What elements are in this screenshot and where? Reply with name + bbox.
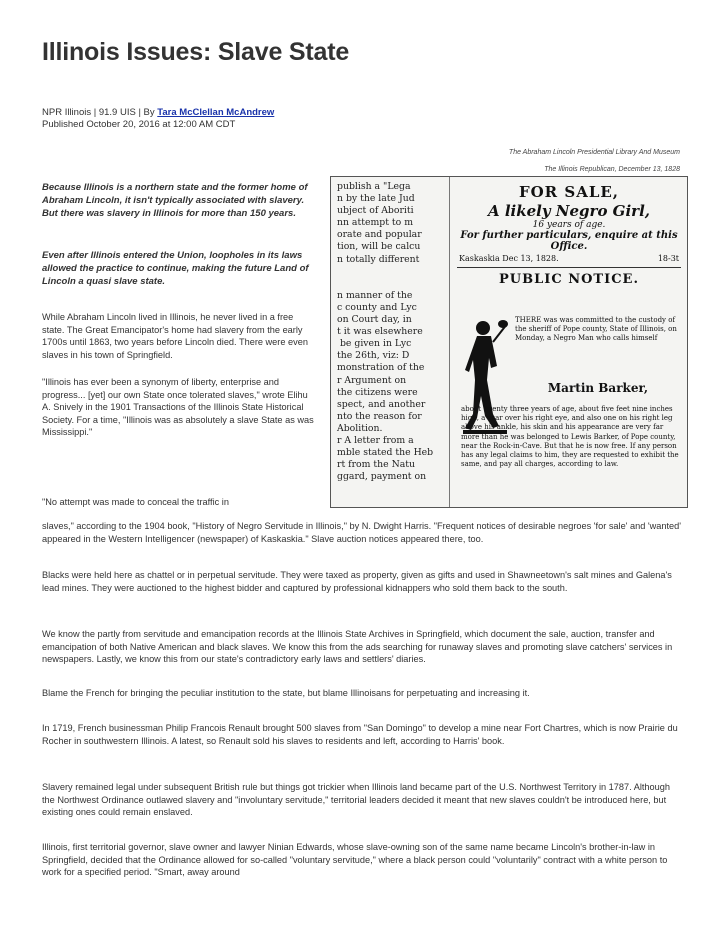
clipping-divider: [449, 177, 450, 507]
public-notice-heading: PUBLIC NOTICE.: [499, 272, 639, 287]
clipping-ads: [455, 183, 683, 469]
credit-caption: The Illinois Republican, December 13, 1828: [544, 166, 680, 173]
for-sale-heading: FOR SALE,: [518, 183, 620, 201]
credit-source: The Abraham Lincoln Presidential Library And Museum: [508, 149, 680, 156]
clipping-left-column: publish a "Lega n by the late Jud ubject of Aboriti nn attempt to m orate and popular tion, will be calcu n totally different n manner of the c county and Lyc on Court day, in t it was elsewhere be given in Lyc the 26th, viz: D monstration of the r Argument on the citizens were spect, and another nto the reason for Abolition. r A letter from a mble stated the Heb rt from the Natu ggard, payment on: [337, 181, 434, 483]
clipping-rule: [457, 267, 681, 268]
publish-date: Published October 20, 2016 at 12:00 AM CDT: [42, 119, 236, 130]
body-paragraph: Blacks were held here as chattel or in perpetual servitude. They were taxed as property, given as gifts and used in Shawneetown's salt mines and Galena's lead mines. They were auctioned to the highest bidder and captured by professional kidnappers who sold them back to the south.: [42, 570, 672, 593]
author-link[interactable]: Tara McClellan McAndrew: [157, 107, 275, 118]
sale-code: 18-3t: [657, 254, 679, 263]
sale-enquire: For further particulars, enquire at this Office.: [460, 230, 678, 252]
sale-age: 16 years of age.: [532, 220, 606, 230]
newspaper-clipping-image: [330, 176, 688, 508]
notice-description: about twenty three years of age, about five feet nine inches high, a scar over his right eye, and also one on his right leg above his ankle, his skin and his appearance are very far more than he was belonged to Lewis Barker, of Pope county, near the Rock-in-Cave. But that he is now free. If any person has any legal claims to him, they are requested to exhibit the same, and pay all charges, according to law.: [461, 405, 679, 469]
sale-dateline: [459, 254, 679, 263]
sale-item: A likely Negro Girl,: [487, 202, 651, 220]
body-paragraph: Blame the French for bringing the peculiar institution to the state, but blame Illinoisans for perpetuating and increasing it.: [42, 688, 530, 698]
lead-paragraph-1: Because Illinois is a northern state and the former home of Abraham Lincoln, it isn't typically associated with slavery. But there was slavery in Illinois for more than 150 years.: [42, 182, 308, 219]
byline: [42, 107, 274, 131]
body-paragraph: "No attempt was made to conceal the traffic in: [42, 497, 229, 507]
body-paragraph: Slavery remained legal under subsequent British rule but things got trickier when Illinois land became part of the U.S. Northwest Territory in 1787. Although the Northwest Ordinance outlawed slavery and "involuntary servitude," territorial leaders decided it meant that new slaves couldn't be introduced here, but existing ones could remain enslaved.: [42, 782, 670, 817]
body-paragraph: Illinois, first territorial governor, slave owner and lawyer Ninian Edwards, whose slave-owning son of the same name became Lincoln's brother-in-law in Springfield, decided that the Ordinance allowed for so-called "voluntary servitude," where a black person could "voluntarily" contract with a white person to work for a specified period. "Smart, away around: [42, 842, 668, 877]
image-credit: [509, 144, 680, 178]
notice-name: Martin Barker,: [547, 381, 649, 395]
notice-text: THERE was was committed to the custody of the sheriff of Pope county, State of Illinois, on Monday, a Negro Man who calls himself: [515, 316, 677, 343]
body-paragraph: slaves," according to the 1904 book, "History of Negro Servitude in Illinois," by N. Dwight Harris. "Frequent notices of desirable negroes 'for sale' and 'wanted' appeared in the Western Intelligencer (newspaper) of Kaskaskia." Slave auction notices appeared there, too.: [42, 521, 682, 544]
body-paragraph: In 1719, French businessman Philip Francois Renault brought 500 slaves from "San Domingo" to develop a mine near Fort Chartres, which is now Prairie du Rocher in southwestern Illinois. A latest, so Renault sold his slaves to residents and left, according to Harris' book.: [42, 723, 678, 746]
body-paragraph: We know the partly from servitude and emancipation records at the Illinois State Archives in Springfield, which document the sale, auction, transfer and emancipation of both Native American and black slaves. We know this from the ads searching for runaway slaves and promoting slave catchers' services in newspapers. Lastly, we know this from our state's contradictory early laws and settlers' diaries.: [42, 629, 673, 664]
article-title: Illinois Issues: Slave State: [42, 38, 350, 66]
body-paragraph: While Abraham Lincoln lived in Illinois, he never lived in a free state. The Great Emancipator's home had slavery from the early 1700s until 1863, two years before Lincoln died. There were even slaves in his town of Springfield.: [42, 312, 308, 360]
byline-source: NPR Illinois | 91.9 UIS | By: [42, 107, 158, 118]
sale-date: Kaskaskia Dec 13, 1828.: [459, 254, 559, 263]
body-paragraph: "Illinois has ever been a synonym of liberty, enterprise and progress... [yet] our own State once tolerated slaves," wrote Elihu A. Snively in the 1901 Transactions of the Illinois State Historical Society. For a time, "Illinois was as absolutely a slave State as was Mississippi.": [42, 377, 314, 437]
lead-paragraph-2: Even after Illinois entered the Union, loopholes in its laws allowed the practice to continue, making the future Land of Lincoln a quasi slave state.: [42, 250, 309, 287]
